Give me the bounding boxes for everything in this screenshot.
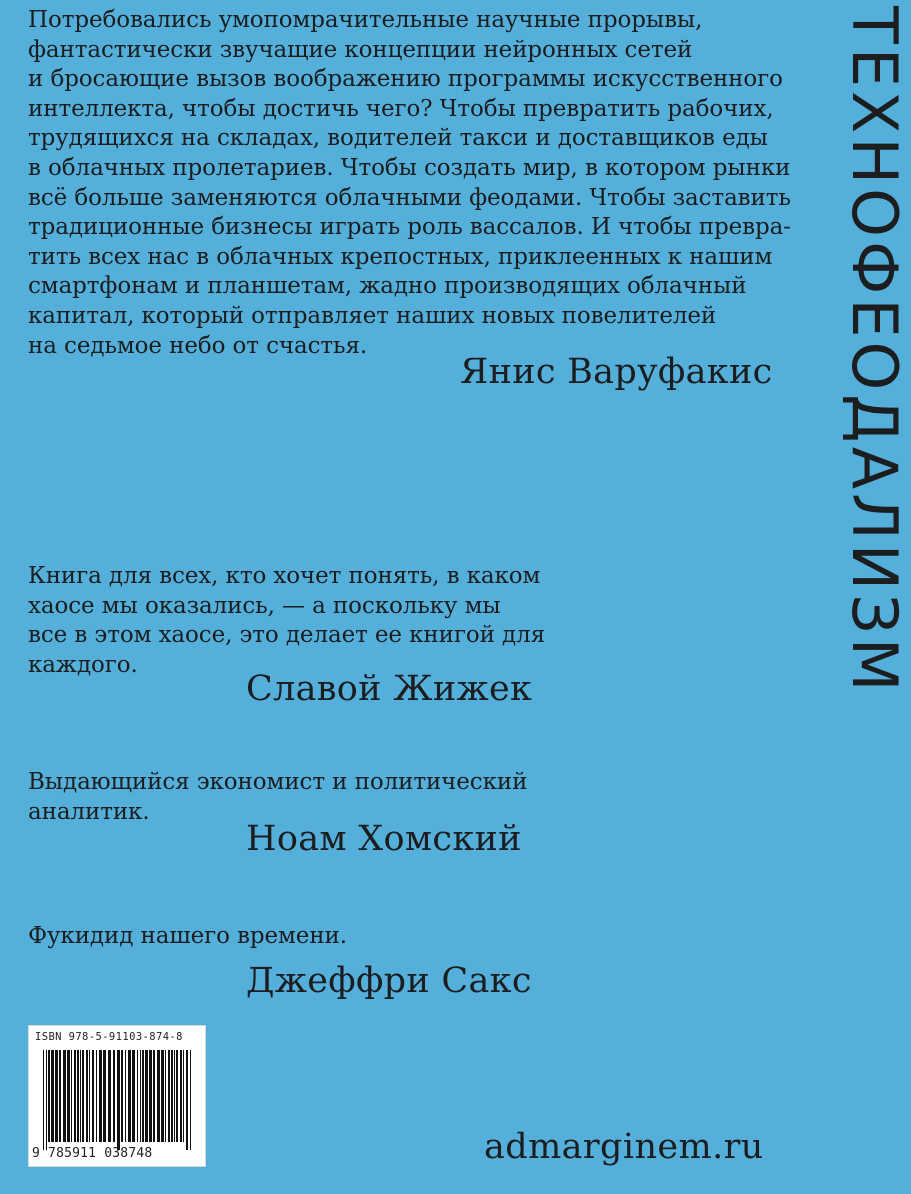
quote-line: каждого. <box>28 651 138 678</box>
barcode-bars <box>41 1050 195 1154</box>
barcode-bar <box>51 1050 54 1142</box>
barcode-bar <box>171 1050 173 1142</box>
barcode-bar <box>165 1050 166 1142</box>
quote-varoufakis <box>28 6 818 361</box>
barcode-bar <box>113 1050 115 1142</box>
barcode-bar <box>174 1050 175 1142</box>
spine-title-text: ТЕХНОФЕОДАЛИЗМ <box>838 6 911 696</box>
quote-line: в облачных пролетариев. Чтобы создать мир, в котором рынки <box>28 154 791 181</box>
barcode-bar <box>137 1050 138 1142</box>
barcode-bar <box>190 1050 191 1150</box>
quote-line: на седьмое небо от счастья. <box>28 332 368 359</box>
quote-line: Потребовались умопомрачительные научные прорывы, <box>28 7 703 33</box>
barcode-bar <box>186 1050 188 1150</box>
barcode-bar <box>153 1050 155 1142</box>
barcode-bar <box>48 1050 50 1142</box>
barcode-bar <box>63 1050 66 1142</box>
quote-line: традиционные бизнесы играть роль вассалов. И чтобы превра- <box>28 214 791 241</box>
quote-author-varoufakis: Янис Варуфакис <box>460 352 773 392</box>
quote-sachs <box>28 922 347 952</box>
barcode-bar <box>168 1050 170 1142</box>
barcode-bar <box>86 1050 88 1142</box>
barcode-bar <box>121 1050 123 1142</box>
quote-line: тить всех нас в облачных крепостных, приклеенных к нашим <box>28 243 773 270</box>
quote-line: хаосе мы оказались, — а поскольку мы <box>28 592 501 619</box>
quote-line: трудящихся на складах, водителей такси и доставщиков еды <box>28 125 768 152</box>
barcode-bar <box>132 1050 135 1142</box>
barcode-bar <box>55 1050 58 1142</box>
barcode-bar <box>145 1050 148 1142</box>
barcode-bar <box>92 1050 94 1142</box>
spine-title <box>838 0 911 1194</box>
barcode-bar <box>149 1050 152 1142</box>
barcode-bar <box>180 1050 182 1142</box>
barcode-bar <box>46 1050 47 1150</box>
barcode-bar <box>161 1050 164 1142</box>
barcode-bar <box>74 1050 76 1142</box>
barcode-bar <box>71 1050 72 1142</box>
quote-line: интеллекта, чтобы достичь чего? Чтобы превратить рабочих, <box>28 95 774 122</box>
quote-line: капитал, который отправляет наших новых повелителей <box>28 302 717 329</box>
barcode-bar <box>80 1050 81 1142</box>
quote-line: Книга для всех, кто хочет понять, в каком <box>28 563 541 589</box>
quote-line: Фукидид нашего времени. <box>28 923 347 949</box>
barcode-bar <box>103 1050 106 1142</box>
isbn-barcode <box>28 1025 206 1167</box>
quote-line: аналитик. <box>28 798 150 825</box>
barcode-bar <box>117 1050 120 1150</box>
barcode-bar <box>157 1050 160 1142</box>
isbn-label: ISBN 978-5-91103-874-8 <box>35 1031 183 1043</box>
quote-line: и бросающие вызов воображению программы искусственного <box>28 66 783 93</box>
quote-author-zizek: Славой Жижек <box>246 669 533 709</box>
barcode-bar <box>77 1050 79 1142</box>
barcode-bar <box>59 1050 61 1142</box>
barcode-bar <box>43 1050 44 1150</box>
barcode-bar <box>108 1050 111 1142</box>
barcode-bar <box>96 1050 97 1142</box>
barcode-bar <box>176 1050 178 1142</box>
barcode-bar <box>140 1050 141 1142</box>
barcode-digits: 9 785911 038748 <box>32 1146 153 1161</box>
quote-author-sachs: Джеффри Сакс <box>246 961 532 1001</box>
quote-line: все в этом хаосе, это делает ее книгой для <box>28 622 546 649</box>
barcode-bar <box>99 1050 102 1142</box>
barcode-bar <box>67 1050 70 1142</box>
barcode-bar <box>128 1050 131 1142</box>
quote-zizek <box>28 562 545 680</box>
publisher-website: admarginem.ru <box>484 1127 764 1167</box>
barcode-bar <box>125 1050 126 1142</box>
barcode-bar <box>142 1050 144 1142</box>
quote-line: Выдающийся экономист и политический <box>28 769 528 795</box>
barcode-bar <box>89 1050 90 1142</box>
quote-line: всё больше заменяются облачными феодами. Чтобы заставить <box>28 184 791 211</box>
barcode-bar <box>82 1050 84 1142</box>
barcode-bar <box>183 1050 184 1142</box>
quote-author-chomsky: Ноам Хомский <box>246 819 522 859</box>
quote-line: фантастически звучащие концепции нейронных сетей <box>28 36 693 63</box>
quote-line: смартфонам и планшетам, жадно производящих облачный <box>28 273 747 300</box>
